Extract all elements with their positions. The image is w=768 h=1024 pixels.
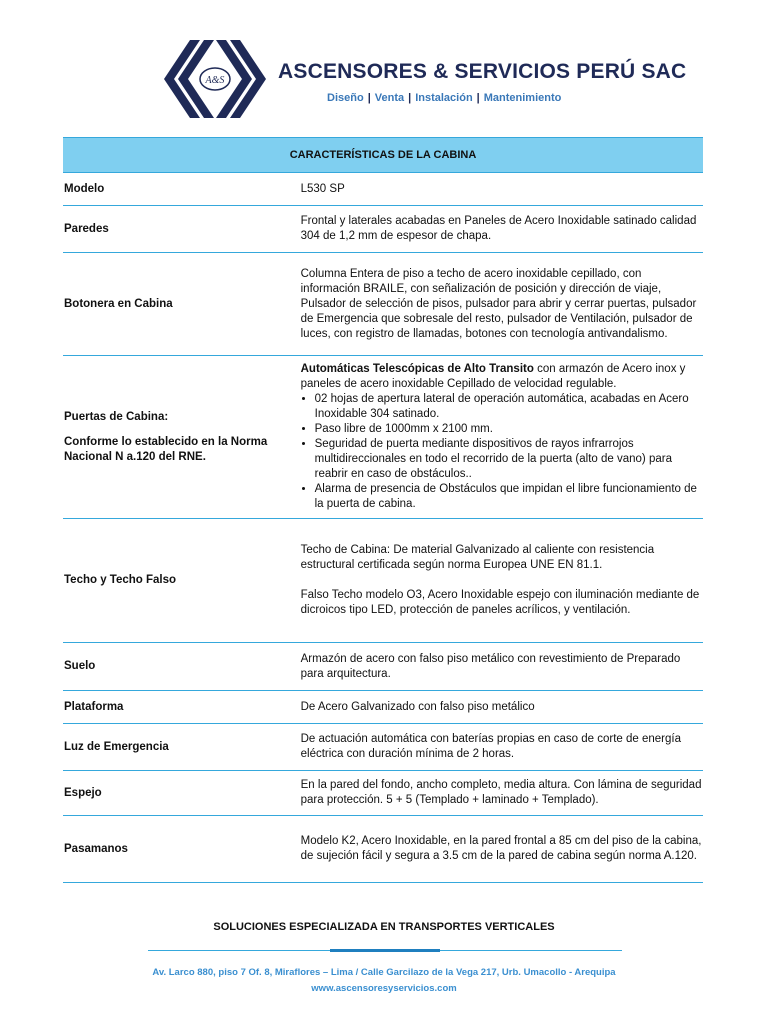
company-name: ASCENSORES & SERVICIOS PERÚ SAC: [278, 60, 687, 83]
row-value: Modelo K2, Acero Inoxidable, en la pared frontal a 85 cm del piso de la cabina, de sujeción fácil y segura a 3.5 cm de la pared de cabina según norma A.120.: [300, 835, 702, 862]
list-item: • Seguridad de puerta mediante dispositivos de rayos infrarrojos multidireccionales en todo el recorrido de la puerta (alto de vano) para reabrir en caso de obstáculos..: [315, 437, 703, 482]
footer-divider-accent: [330, 949, 440, 952]
service-item: Mantenimiento: [483, 92, 562, 104]
table-row: [63, 519, 703, 643]
logo-text: A&S: [205, 75, 225, 86]
row-value: Armazón de acero con falso piso metálico con revestimiento de Preparado para arquitectura.: [300, 652, 681, 680]
row-label: Botonera en Cabina: [64, 297, 173, 310]
service-item: Diseño: [327, 92, 364, 104]
row-value: Techo de Cabina: De material Galvanizado al caliente con resistencia estructural certificada según norma Europea UNE EN 81.1.: [300, 544, 655, 571]
separator: |: [476, 92, 480, 104]
row-value: De Acero Galvanizado con falso piso metálico: [300, 700, 535, 713]
row-value: Frontal y laterales acabadas en Paneles de Acero Inoxidable satinado calidad 304 de 1,2 mm de espesor de chapa.: [300, 215, 697, 242]
table-row: [63, 253, 703, 356]
table-row: [63, 816, 703, 883]
page-header: [160, 38, 687, 120]
separator: |: [408, 92, 412, 104]
row-value: De actuación automática con baterías propias en caso de corte de energía eléctrica con duración mínima de 2 horas.: [300, 733, 682, 760]
footer-title: SOLUCIONES ESPECIALIZADA EN TRANSPORTES VERTICALES: [213, 921, 555, 933]
list-item: • 02 hojas de apertura lateral de operación automática, acabadas en Acero Inoxidable 304 satinado.: [315, 392, 703, 422]
list-item: • Paso libre de 1000mm x 2100 mm.: [315, 422, 703, 437]
table-row: [63, 643, 703, 691]
table-row: [63, 771, 703, 816]
row-value: L530 SP: [300, 182, 345, 195]
row-label: Suelo: [64, 660, 96, 672]
table-caption: CARACTERÍSTICAS DE LA CABINA: [63, 137, 703, 173]
table-row: [63, 724, 703, 771]
row-value: con armazón de Acero inox y paneles de acero inoxidable Cepillado de velocidad regulable.: [300, 363, 686, 390]
row-value-secondary: Falso Techo modelo O3, Acero Inoxidable espejo con iluminación mediante de dicroicos tipo LED, protección de paneles acrílicos, y ventilación.: [300, 589, 700, 616]
footer-website: www.ascensoresyservicios.com: [311, 983, 457, 994]
separator: |: [367, 92, 371, 104]
row-label: Modelo: [64, 182, 105, 195]
footer-address: Av. Larco 880, piso 7 Of. 8, Miraflores – Lima / Calle Garcilazo de la Vega 217, Urb. Umacollo - Arequipa: [152, 967, 616, 978]
spec-table: [63, 137, 703, 883]
table-row: [63, 356, 703, 519]
row-value: En la pared del fondo, ancho completo, media altura. Con lámina de seguridad para protección. 5 + 5 (Templado + laminado + Templado).: [300, 779, 702, 806]
row-value-bold: Automáticas Telescópicas de Alto Transito: [300, 363, 534, 375]
row-label: Luz de Emergencia: [64, 740, 169, 753]
table-row: [63, 691, 703, 724]
company-logo: [160, 38, 270, 120]
row-label-note: Conforme lo establecido en la Norma Nacional N a.120 del RNE.: [64, 435, 268, 463]
row-label: Puertas de Cabina:: [64, 410, 169, 423]
table-row: [63, 206, 703, 253]
row-label: Pasamanos: [64, 842, 128, 855]
bullet-list: [301, 392, 703, 512]
row-value: Columna Entera de piso a techo de acero inoxidable cepillado, con información BRAILE, con señalización de posición y dirección de viaje, Pulsador de selección de pisos, pulsador para abrir y cerrar puertas, pulsador de Emergencia que sobresale del resto, pulsador de Ventilación, pulsador de luces, con registro de llamadas, botones con tecnología antivandalismo.: [300, 267, 697, 340]
row-label: Paredes: [64, 222, 109, 235]
service-item: Instalación: [415, 92, 473, 104]
services-tagline: [327, 92, 561, 104]
table-row: [63, 173, 703, 206]
row-label: Techo y Techo Falso: [64, 574, 177, 586]
service-item: Venta: [374, 92, 405, 104]
list-item: • Alarma de presencia de Obstáculos que impidan el libre funcionamiento de la puerta de cabina.: [315, 482, 703, 512]
row-label: Espejo: [64, 786, 102, 799]
row-label: Plataforma: [64, 700, 124, 713]
